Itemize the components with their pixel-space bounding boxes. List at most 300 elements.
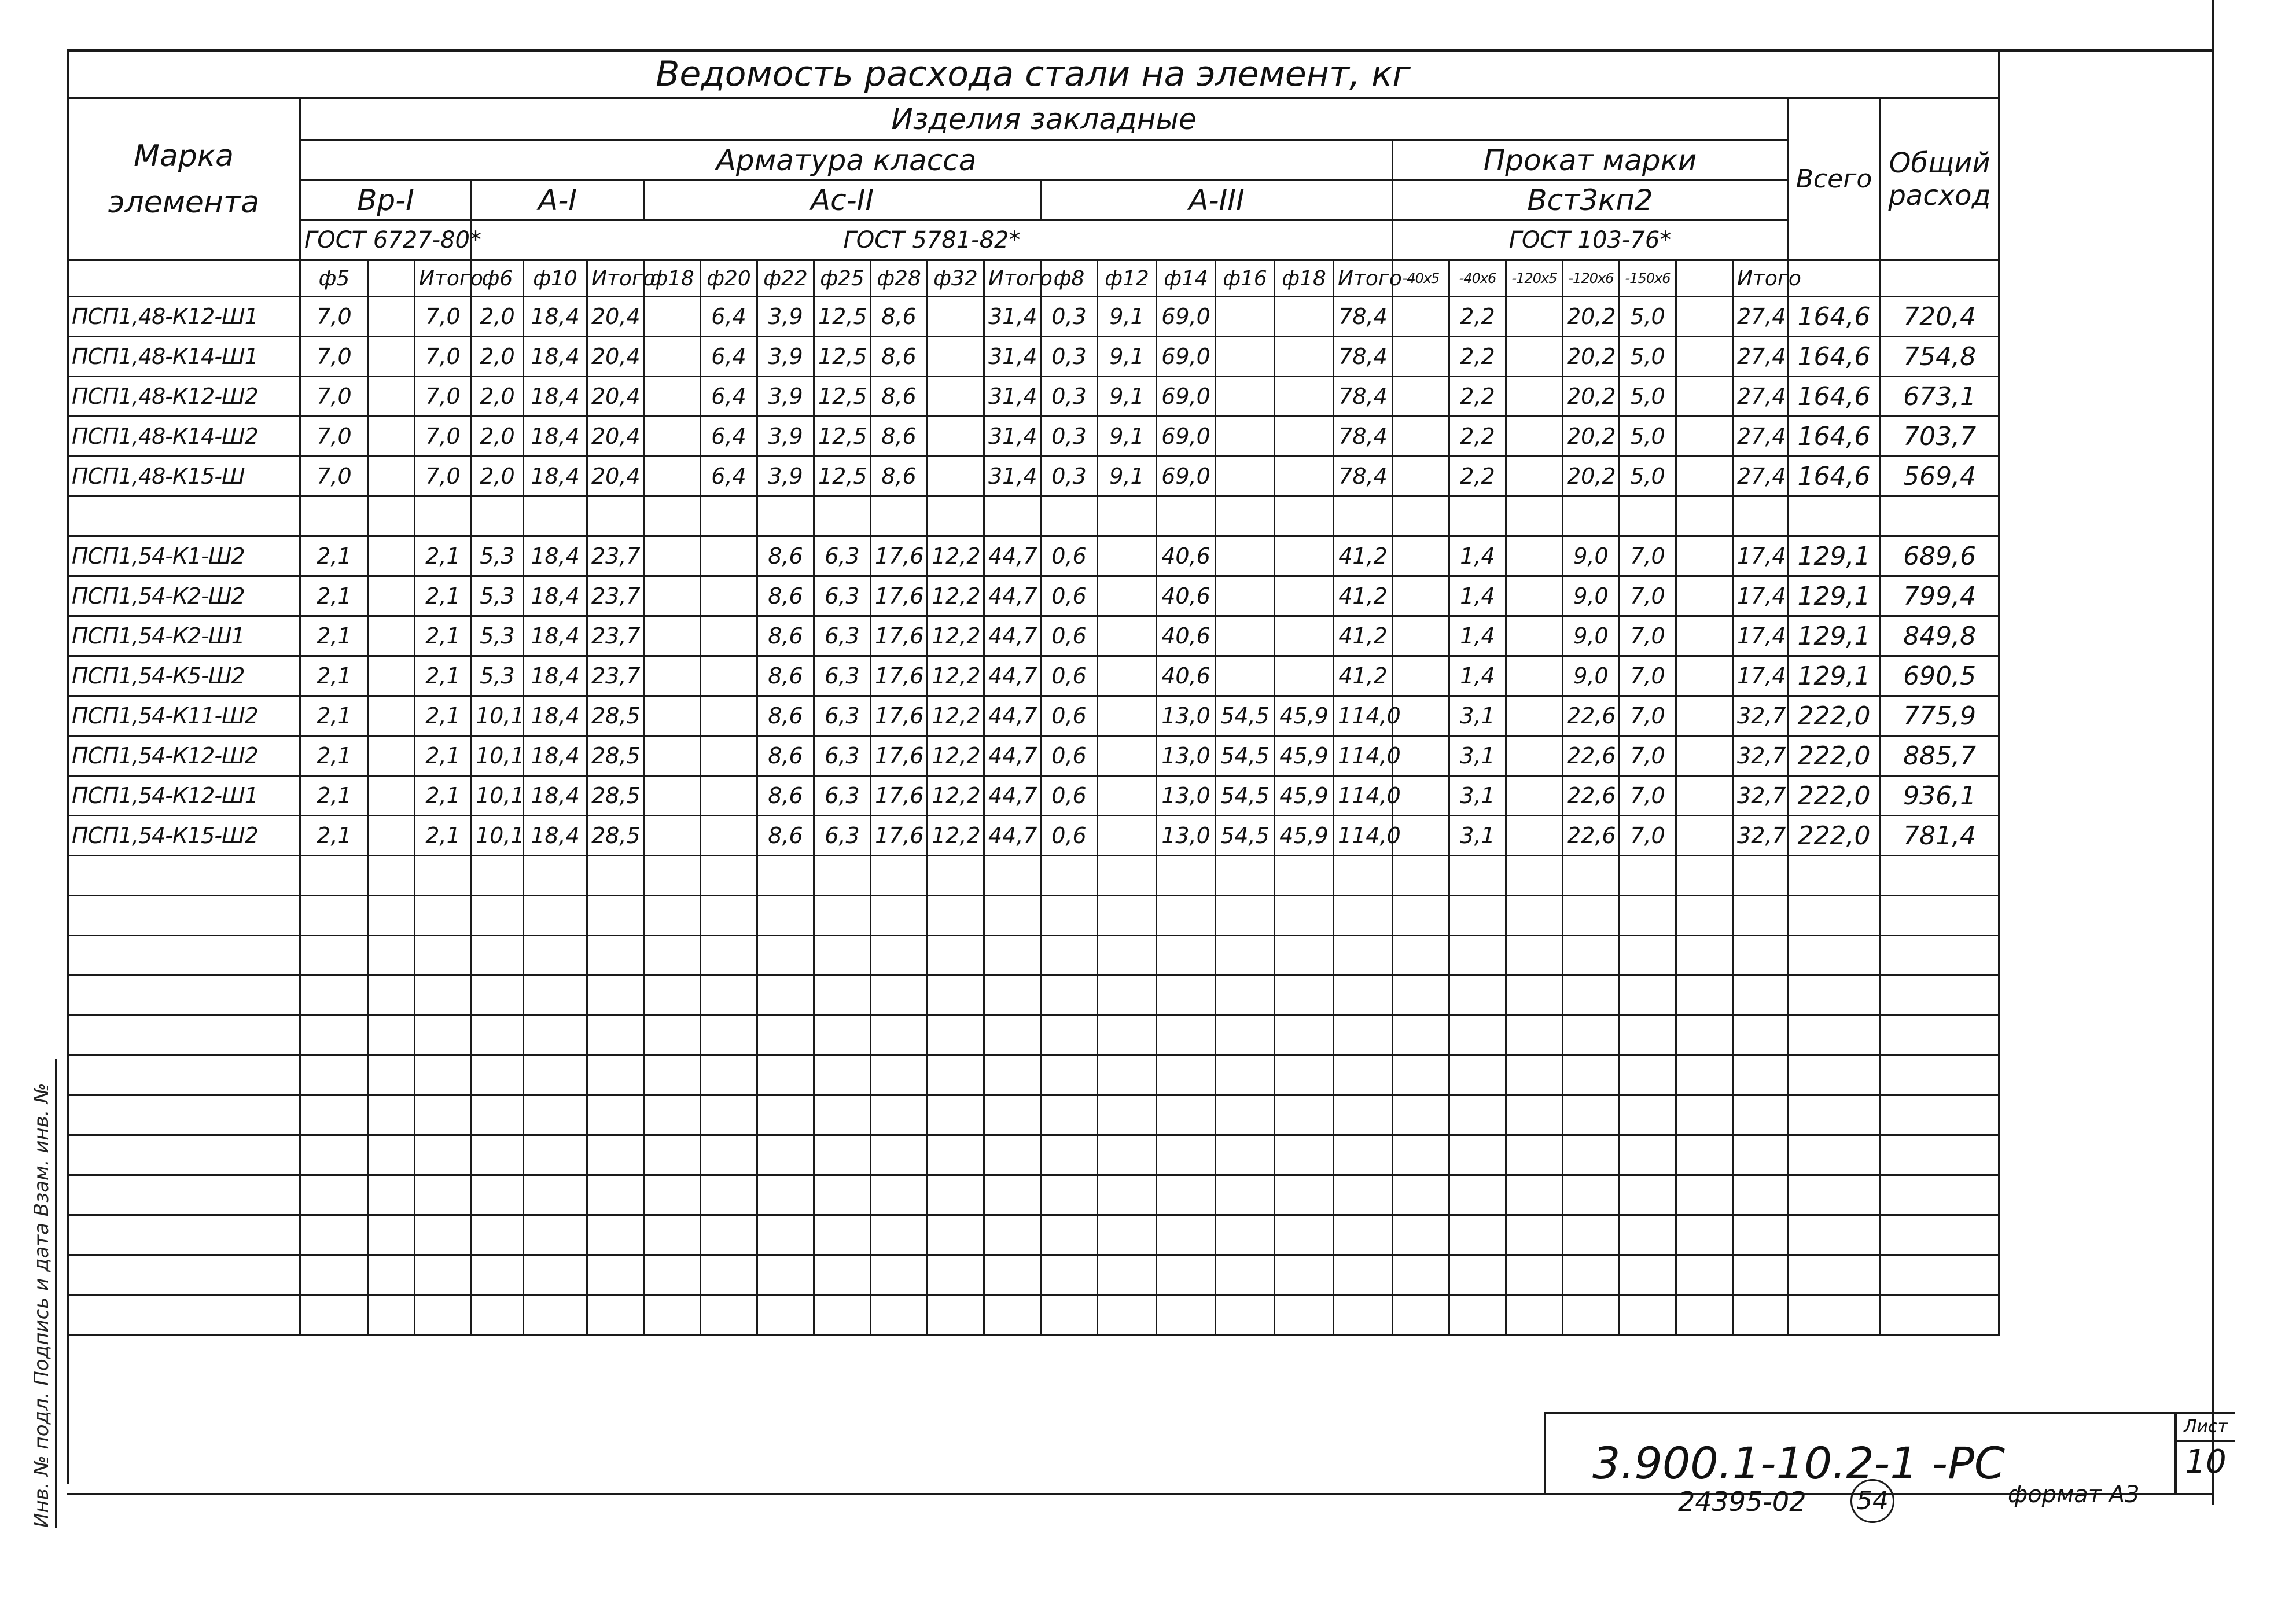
empty-cell [1393,1095,1449,1135]
table-cell [472,496,524,536]
empty-cell [1216,1135,1275,1175]
empty-cell [1676,1175,1733,1215]
empty-cell [68,1295,300,1335]
empty-cell [1733,1016,1788,1055]
table-row [68,656,1999,696]
table-cell [1393,776,1449,816]
table-cell: 5,3 [472,656,524,696]
empty-cell [1157,1095,1216,1135]
table-cell: 23,7 [587,616,644,656]
document-code: 3.900.1-10.2-1 -РС [1592,1437,2005,1489]
empty-cell [1506,936,1563,976]
table-row [68,536,1999,576]
table-cell: 2,1 [300,656,369,696]
element-mark: ПСП1,48-К12-Ш1 [68,297,300,337]
empty-cell [587,1215,644,1255]
element-mark: ПСП1,48-К15-Ш [68,457,300,496]
empty-cell [1157,1055,1216,1095]
table-cell [369,297,415,337]
table-cell: 20,4 [587,297,644,337]
sheet-label: Лист [2177,1414,2235,1442]
empty-cell [928,1295,984,1335]
table-cell: 10,1 [472,816,524,856]
table-cell: 78,4 [1334,377,1393,417]
table-cell: 0,6 [1041,736,1098,776]
table-cell: 222,0 [1788,736,1881,776]
empty-cell [928,1255,984,1295]
embedded-items-header: Изделия закладные [300,98,1788,141]
empty-cell [1041,856,1098,896]
empty-cell [300,1175,369,1215]
empty-cell [369,1135,415,1175]
table-cell: 2,2 [1449,377,1506,417]
empty-cell [1275,1055,1334,1095]
empty-cell [1506,1055,1563,1095]
table-cell: 0,6 [1041,616,1098,656]
table-cell: 17,6 [871,536,928,576]
table-cell: 799,4 [1881,576,1999,616]
table-cell [1216,337,1275,377]
empty-cell [1098,896,1157,936]
empty-cell [1157,1135,1216,1175]
diameter-header: -150х6 [1620,260,1676,297]
table-cell [1393,377,1449,417]
table-cell [1275,616,1334,656]
empty-cell [871,976,928,1016]
empty-cell [1334,976,1393,1016]
empty-cell [415,1295,472,1335]
empty-cell [1275,1255,1334,1295]
table-cell: 27,4 [1733,417,1788,457]
element-mark: ПСП1,54-К2-Ш2 [68,576,300,616]
steel-consumption-table [67,49,2000,1336]
empty-cell [1216,896,1275,936]
table-row [68,377,1999,417]
empty-cell [701,896,757,936]
empty-cell [1449,1255,1506,1295]
empty-cell [587,1095,644,1135]
mark-header: Марка элемента [68,98,300,260]
table-cell: 114,0 [1334,816,1393,856]
empty-cell [1334,856,1393,896]
empty-cell [1881,1055,1999,1095]
table-cell: 17,6 [871,576,928,616]
table-cell: 7,0 [415,297,472,337]
element-mark: ПСП1,48-К12-Ш2 [68,377,300,417]
table-cell: 164,6 [1788,457,1881,496]
empty-cell [1393,936,1449,976]
table-cell: 2,2 [1449,457,1506,496]
table-cell: 775,9 [1881,696,1999,736]
table-cell [1275,496,1334,536]
empty-cell [814,1016,871,1055]
empty-cell [984,976,1041,1016]
diameter-header: ф28 [871,260,928,297]
empty-cell [701,1215,757,1255]
table-cell: 12,2 [928,696,984,736]
table-cell: 17,6 [871,776,928,816]
table-cell: 6,3 [814,576,871,616]
empty-cell [1788,1255,1881,1295]
empty-cell [701,1016,757,1055]
table-cell [928,337,984,377]
empty-cell [369,936,415,976]
table-cell: 6,3 [814,776,871,816]
empty-cell [1563,896,1620,936]
table-cell: 5,0 [1620,457,1676,496]
empty-cell [1449,1295,1506,1335]
table-row [68,696,1999,736]
table-cell: 12,5 [814,337,871,377]
table-cell: 17,4 [1733,536,1788,576]
table-cell: 2,1 [300,536,369,576]
table-cell: 7,0 [300,457,369,496]
table-cell [369,496,415,536]
table-cell: 10,1 [472,736,524,776]
table-cell: 689,6 [1881,536,1999,576]
table-cell [1041,496,1098,536]
table-cell: 885,7 [1881,736,1999,776]
table-cell: 32,7 [1733,816,1788,856]
table-cell [1334,496,1393,536]
table-cell: 164,6 [1788,337,1881,377]
table-cell: 8,6 [757,576,814,616]
empty-cell [472,976,524,1016]
empty-cell [300,1055,369,1095]
empty-cell [1449,856,1506,896]
table-cell: 28,5 [587,816,644,856]
empty-cell [814,1175,871,1215]
table-cell: 44,7 [984,656,1041,696]
table-cell: 7,0 [1620,696,1676,736]
element-mark: ПСП1,54-К11-Ш2 [68,696,300,736]
table-cell: 2,0 [472,417,524,457]
empty-cell [1881,976,1999,1016]
table-cell [1676,616,1733,656]
empty-cell [1041,1016,1098,1055]
empty-cell [68,1095,300,1135]
empty-cell [1449,1215,1506,1255]
format-label: формат А3 [2008,1481,2140,1508]
empty-cell [587,1255,644,1295]
inventory-number: 24395-02 [1678,1486,1806,1517]
diameter-header: ф8 [1041,260,1098,297]
table-cell: 20,2 [1563,417,1620,457]
table-cell [1733,496,1788,536]
table-cell: 2,1 [415,536,472,576]
table-cell: 45,9 [1275,776,1334,816]
table-cell: 13,0 [1157,696,1216,736]
empty-cell [415,1215,472,1255]
empty-cell [644,1215,701,1255]
empty-cell [1676,1055,1733,1095]
empty-cell [1620,1255,1676,1295]
element-mark: ПСП1,48-К14-Ш2 [68,417,300,457]
empty-cell [984,1055,1041,1095]
table-cell [1449,496,1506,536]
empty-cell [1216,1295,1275,1335]
table-cell: 78,4 [1334,297,1393,337]
class-a1: А-I [472,181,644,220]
empty-cell [415,856,472,896]
table-cell [1098,656,1157,696]
empty-cell [1620,1175,1676,1215]
empty-cell [1098,1175,1157,1215]
empty-cell [1733,896,1788,936]
table-cell: 7,0 [1620,776,1676,816]
table-cell: 0,3 [1041,337,1098,377]
empty-cell [1216,936,1275,976]
diameter-header [1676,260,1733,297]
empty-cell [814,976,871,1016]
table-cell: 13,0 [1157,776,1216,816]
table-cell: 7,0 [415,457,472,496]
table-cell: 54,5 [1216,776,1275,816]
table-cell [1676,417,1733,457]
empty-cell [369,896,415,936]
empty-cell [1275,896,1334,936]
table-cell [1881,496,1999,536]
empty-cell [814,1095,871,1135]
table-cell: 3,9 [757,377,814,417]
table-cell [701,696,757,736]
table-cell [984,496,1041,536]
table-cell [1620,496,1676,536]
empty-cell [644,936,701,976]
table-cell: 23,7 [587,656,644,696]
empty-cell [1393,1215,1449,1255]
table-cell: 7,0 [1620,536,1676,576]
empty-cell [524,1095,587,1135]
empty-cell [1676,1095,1733,1135]
table-cell: 849,8 [1881,616,1999,656]
empty-cell [415,976,472,1016]
empty-cell [1733,1295,1788,1335]
table-cell: 2,1 [415,616,472,656]
frame-right-line [2212,0,2214,1505]
empty-cell [1506,1095,1563,1135]
table-cell: 936,1 [1881,776,1999,816]
table-cell [644,536,701,576]
table-cell: 18,4 [524,736,587,776]
empty-cell [1157,1175,1216,1215]
table-cell: 6,3 [814,616,871,656]
table-cell: 1,4 [1449,616,1506,656]
empty-cell [984,1175,1041,1215]
table-cell [644,496,701,536]
element-mark: ПСП1,54-К15-Ш2 [68,816,300,856]
table-cell: 12,2 [928,776,984,816]
table-cell [701,536,757,576]
empty-cell [1788,1175,1881,1215]
table-cell: 6,3 [814,736,871,776]
empty-cell [1563,1016,1620,1055]
table-cell: 17,4 [1733,576,1788,616]
empty-cell [984,1255,1041,1295]
empty-cell [68,1215,300,1255]
empty-cell [1506,1135,1563,1175]
empty-cell [300,896,369,936]
table-cell [1393,816,1449,856]
table-cell: 5,0 [1620,337,1676,377]
table-cell [701,776,757,816]
empty-cell [524,1255,587,1295]
empty-cell [415,1175,472,1215]
table-cell: 3,1 [1449,736,1506,776]
table-cell [369,337,415,377]
table-cell: 54,5 [1216,736,1275,776]
empty-cell [1334,1295,1393,1335]
empty-cell [1393,856,1449,896]
table-cell: 31,4 [984,337,1041,377]
table-row [68,496,1999,536]
table-cell [644,656,701,696]
empty-cell [871,1215,928,1255]
table-cell [1275,337,1334,377]
diameter-header: Итого [984,260,1041,297]
table-cell: 69,0 [1157,377,1216,417]
empty-cell [1041,976,1098,1016]
empty-cell [928,936,984,976]
table-cell: 7,0 [1620,616,1676,656]
element-mark: ПСП1,54-К1-Ш2 [68,536,300,576]
table-row [68,816,1999,856]
empty-cell [984,1016,1041,1055]
table-cell: 69,0 [1157,297,1216,337]
table-cell [1676,457,1733,496]
table-cell: 1,4 [1449,576,1506,616]
empty-cell [1620,1055,1676,1095]
empty-cell [415,1095,472,1135]
empty-cell [1098,1095,1157,1135]
table-cell: 7,0 [1620,656,1676,696]
empty-cell [757,1135,814,1175]
empty-cell [1881,1135,1999,1175]
table-cell [587,496,644,536]
table-cell: 2,2 [1449,417,1506,457]
empty-cell [1506,856,1563,896]
empty-cell [1506,1016,1563,1055]
empty-cell [524,1135,587,1175]
table-cell: 8,6 [757,616,814,656]
table-cell: 10,1 [472,776,524,816]
table-cell [1676,696,1733,736]
empty-cell [1216,1055,1275,1095]
table-cell: 69,0 [1157,417,1216,457]
table-cell: 9,1 [1098,337,1157,377]
table-cell [1393,457,1449,496]
table-cell: 13,0 [1157,736,1216,776]
empty-cell [587,856,644,896]
diameter-header: ф22 [757,260,814,297]
table-cell [1506,297,1563,337]
empty-cell [524,1016,587,1055]
table-cell [757,496,814,536]
empty-cell [1098,976,1157,1016]
rolled-steel-header: Прокат марки [1393,141,1788,181]
table-cell: 129,1 [1788,616,1881,656]
empty-cell [1334,1255,1393,1295]
table-cell: 28,5 [587,736,644,776]
table-cell [369,736,415,776]
empty-cell [300,1016,369,1055]
empty-cell [1449,1016,1506,1055]
table-cell [1506,536,1563,576]
empty-cell [1216,1175,1275,1215]
empty-cell [1620,936,1676,976]
table-cell [1216,457,1275,496]
table-cell: 703,7 [1881,417,1999,457]
empty-cell [1506,1215,1563,1255]
table-cell: 17,6 [871,656,928,696]
empty-cell [701,856,757,896]
empty-cell [1275,936,1334,976]
empty-cell [1157,1215,1216,1255]
table-cell: 3,9 [757,417,814,457]
table-cell: 18,4 [524,417,587,457]
empty-cell [1275,1175,1334,1215]
table-cell: 20,4 [587,417,644,457]
empty-cell [1881,856,1999,896]
empty-cell [1788,936,1881,976]
empty-cell [1881,1175,1999,1215]
empty-cell [1157,1016,1216,1055]
empty-cell [814,856,871,896]
empty-cell [524,1175,587,1215]
table-cell [1275,576,1334,616]
table-cell: 569,4 [1881,457,1999,496]
empty-cell [1216,1095,1275,1135]
empty-cell [644,1055,701,1095]
table-cell: 673,1 [1881,377,1999,417]
empty-cell [1563,1215,1620,1255]
table-cell: 6,3 [814,536,871,576]
empty-cell [472,1055,524,1095]
empty-cell [1676,1135,1733,1175]
table-row [68,337,1999,377]
table-cell [1098,776,1157,816]
table-cell [644,776,701,816]
table-cell: 40,6 [1157,656,1216,696]
table-cell [1098,616,1157,656]
table-cell: 12,2 [928,576,984,616]
table-cell [644,816,701,856]
table-cell: 9,1 [1098,297,1157,337]
table-row [68,457,1999,496]
table-cell: 31,4 [984,457,1041,496]
empty-cell [814,1295,871,1335]
table-cell [1393,736,1449,776]
table-cell: 78,4 [1334,457,1393,496]
empty-cell [1676,856,1733,896]
empty-cell [1449,976,1506,1016]
empty-cell [472,1295,524,1335]
empty-cell [1334,936,1393,976]
empty-cell [928,1215,984,1255]
empty-cell [1098,1255,1157,1295]
table-cell: 781,4 [1881,816,1999,856]
table-cell [369,616,415,656]
empty-cell [1881,1095,1999,1135]
table-cell: 44,7 [984,776,1041,816]
empty-cell [524,976,587,1016]
table-cell [1563,496,1620,536]
empty-cell [1449,896,1506,936]
table-cell [928,417,984,457]
empty-row [68,1215,1999,1255]
empty-cell [1733,1255,1788,1295]
empty-cell [1563,1175,1620,1215]
